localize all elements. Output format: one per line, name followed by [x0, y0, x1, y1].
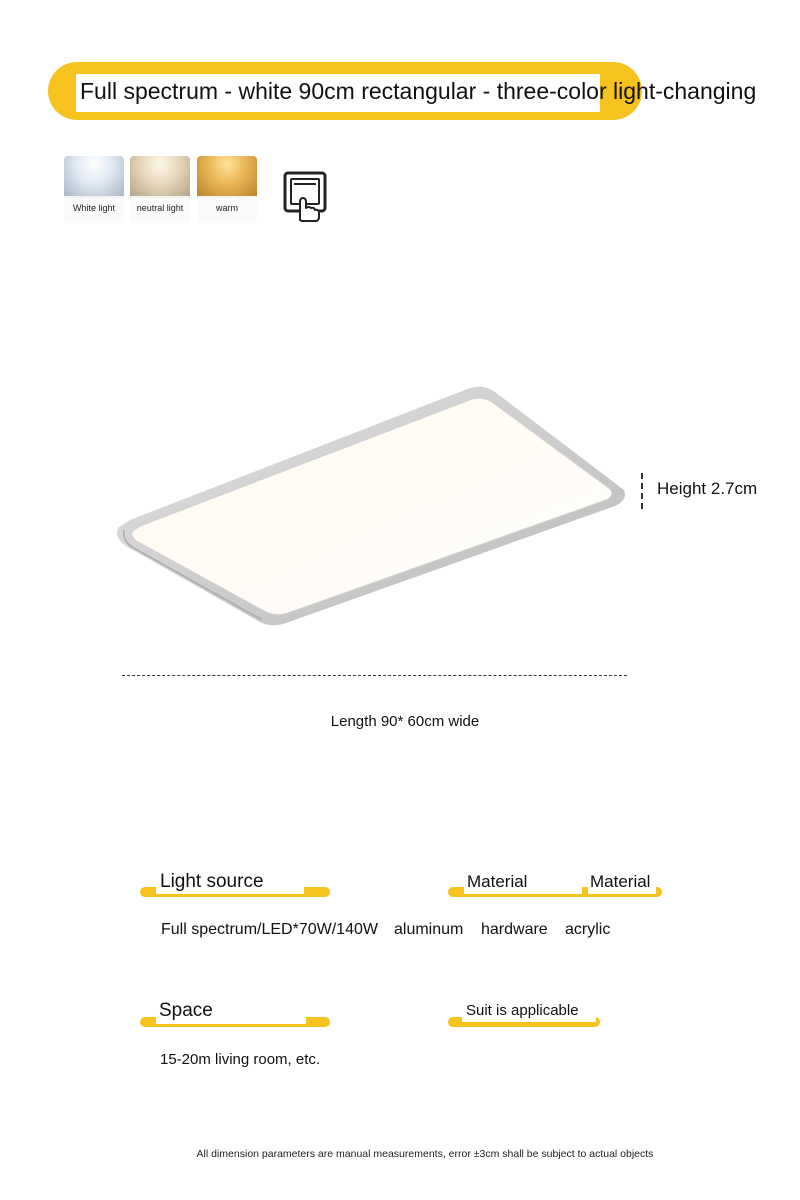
white-light-glow	[64, 156, 124, 196]
swatch-label: warm	[197, 198, 257, 223]
length-label: Length 90* 60cm wide	[330, 713, 480, 730]
swatch-neutral-light	[130, 156, 190, 223]
light-source-label: Light source	[160, 871, 264, 892]
hand-press-switch-icon	[282, 170, 328, 222]
suit-label: Suit is applicable	[466, 1002, 579, 1019]
material-value-3: acrylic	[565, 921, 611, 938]
material-label: Material	[467, 872, 528, 891]
space-label: Space	[159, 1000, 213, 1021]
ceiling-lamp-illustration	[110, 380, 640, 630]
space-value: 15-20m living room, etc.	[160, 1051, 321, 1068]
neutral-light-glow	[130, 156, 190, 196]
material-value-2: hardware	[481, 921, 548, 938]
material-value-1: aluminum	[394, 921, 464, 938]
swatch-label: neutral light	[130, 198, 190, 223]
height-label: Height 2.7cm	[657, 479, 758, 498]
length-dimension-line	[122, 675, 627, 676]
material-label-repeat: Material	[590, 872, 651, 891]
swatch-warm	[197, 156, 257, 223]
swatch-label: White light	[64, 198, 124, 223]
swatch-white-light	[64, 156, 124, 223]
light-source-value: Full spectrum/LED*70W/140W	[161, 921, 378, 938]
footer-disclaimer: All dimension parameters are manual measurements, error ±3cm shall be subject to actual objects	[196, 1148, 654, 1160]
height-dimension-marker	[641, 473, 645, 509]
warm-light-glow	[197, 156, 257, 196]
page-title: Full spectrum - white 90cm rectangular - three-color light-changing	[80, 78, 757, 104]
